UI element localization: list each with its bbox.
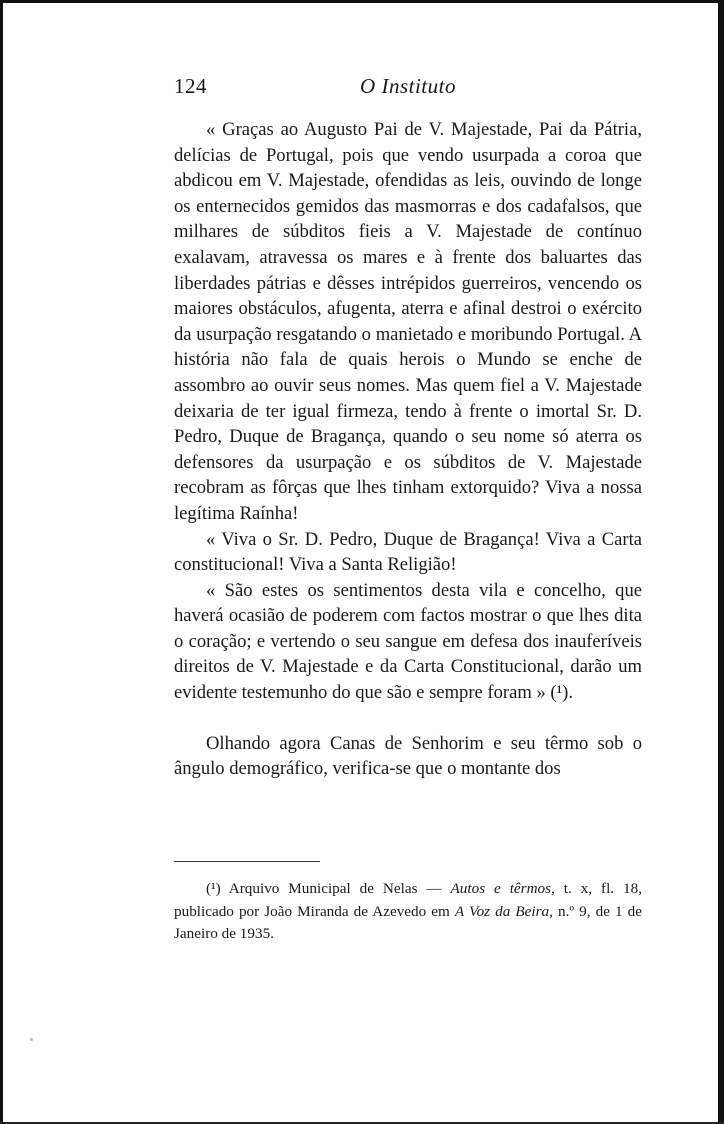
paragraph-3: « São estes os sentimentos desta vila e concelho, que haverá ocasião de poderem com factos mostrar o que lhes dita o coração; e vertendo o seu sangue em defesa dos inauferíveis direitos de V. Majestade e da Carta Constitucional, darão um evidente testemunho do que são e sempre foram » (¹).: [174, 579, 642, 704]
paragraph-1: « Graças ao Augusto Pai de V. Majestade, Pai da Pátria, delícias de Portugal, pois que vendo usurpada a coroa que abdicou em V. Majestade, ofendidas as leis, ouvindo de longe os enternecidos gemidos das masmorras e dos cadafalsos, que milhares de súbditos fieis a V. Majestade de contínuo exalavam, atravessa os mares e à frente dos baluartes das liberdades pátrias e dêsses intrépidos guerreiros, vencendo os maiores obstáculos, afugenta, aterra e afinal destroi o exército da usurpação resgatando o manietado e moribundo Portugal. A história não fala de quais herois o Mundo se enche de assombro ao ouvir seus nomes. Mas quem fiel a V. Majestade deixaria de ter igual firmeza, tendo à frente o imortal Sr. D. Pedro, Duque de Bragança, quando o seu nome só aterra os defensores da usurpação e os súbditos de V. Majestade recobram as fôrças que lhes tinham extorquido? Viva a nossa legítima Raínha!: [174, 119, 642, 524]
scan-border-left: [0, 0, 3, 1124]
paragraph-2: « Viva o Sr. D. Pedro, Duque de Bragança! Viva a Carta constitucional! Viva a Santa Religião!: [174, 528, 642, 576]
scan-border-top: [0, 0, 724, 3]
footnote-rule: [174, 861, 320, 862]
scan-speck: [30, 1038, 33, 1041]
footnote-marker: (¹): [206, 880, 221, 897]
scan-border-right: [718, 0, 724, 1124]
paragraph-4: Olhando agora Canas de Senhorim e seu têrmo sob o ângulo demográfico, verifica-se que o montante dos: [174, 732, 642, 780]
footnote-title-1: Autos e têrmos,: [450, 880, 555, 897]
running-head: [174, 74, 642, 104]
footnote-1: [174, 878, 642, 946]
running-title: O Instituto: [360, 74, 456, 98]
footnote-text-2: t. x, fl. 18, publicado por João Miranda de Azevedo em: [174, 880, 643, 920]
body-text: [174, 117, 642, 782]
footnote-text-1: Arquivo Municipal de Nelas —: [228, 880, 451, 897]
footnotes: [174, 878, 642, 946]
page-number: 124: [174, 74, 207, 98]
footnote-text-3: n.º 9, de 1 de Janeiro de 1935.: [174, 902, 643, 942]
footnote-title-2: A Voz da Beira,: [454, 902, 553, 920]
